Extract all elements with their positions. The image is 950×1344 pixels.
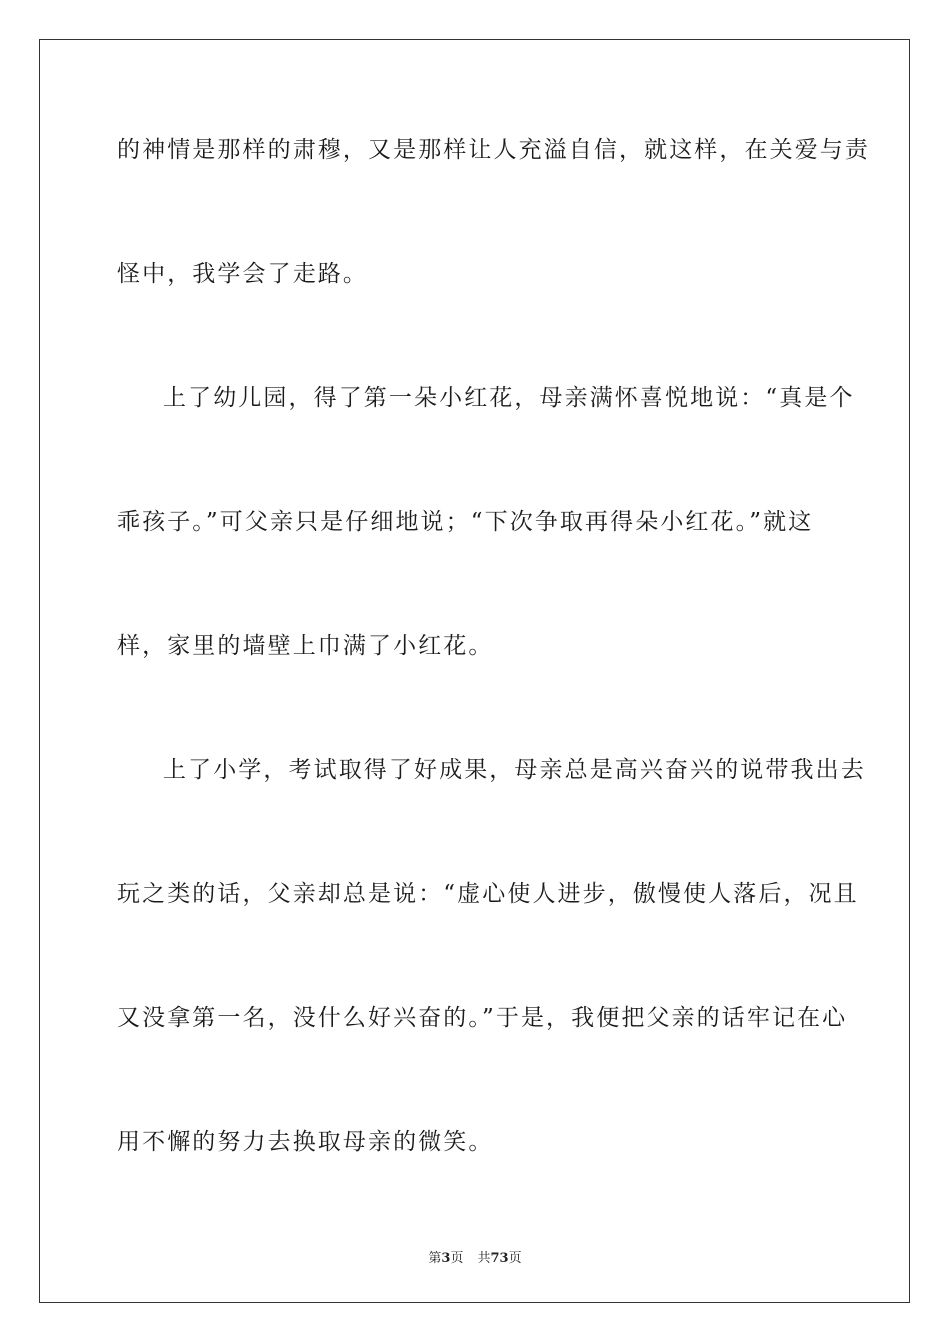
total-suffix: 页 xyxy=(508,1251,522,1266)
text-line: 玩之类的话，父亲却总是说：“虚心使人进步，傲慢使人落后，况且 xyxy=(117,881,859,907)
text-line: 又没拿第一名，没什么好兴奋的。”于是，我便把父亲的话牢记在心 xyxy=(117,1005,848,1031)
text-line: 乖孩子。”可父亲只是仔细地说；“下次争取再得朵小红花。”就这 xyxy=(117,509,814,535)
text-line: 样，家里的墙壁上巾满了小红花。 xyxy=(117,633,494,659)
text-line: 怪中，我学会了走路。 xyxy=(117,261,368,287)
total-prefix: 共 xyxy=(477,1251,491,1266)
page-prefix: 第 xyxy=(428,1251,442,1266)
page-suffix: 页 xyxy=(450,1251,464,1266)
text-line: 的神情是那样的肃穆，又是那样让人充溢自信，就这样，在关爱与责 xyxy=(117,137,870,163)
total-page-count: 73 xyxy=(490,1251,509,1266)
page-footer xyxy=(0,1247,950,1266)
text-line: 上了幼儿园，得了第一朵小红花，母亲满怀喜悦地说：“真是个 xyxy=(163,385,855,411)
page-border xyxy=(39,39,910,1303)
text-line: 用不懈的努力去换取母亲的微笑。 xyxy=(117,1129,494,1155)
current-page-number: 3 xyxy=(441,1251,451,1266)
text-line: 上了小学，考试取得了好成果，母亲总是高兴奋兴的说带我出去 xyxy=(163,757,866,783)
